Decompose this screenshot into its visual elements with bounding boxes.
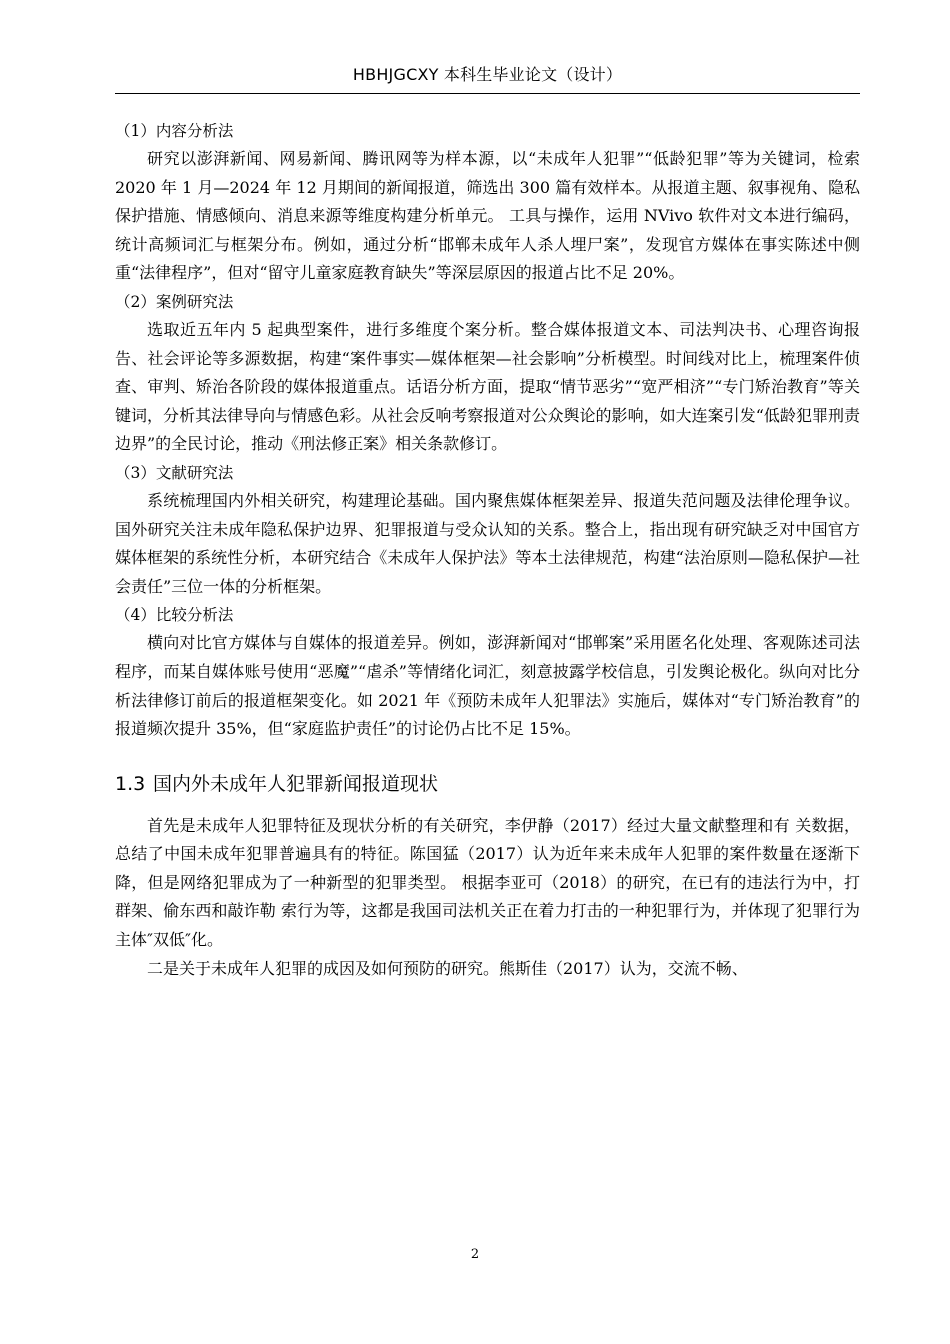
section-number: 1.3 bbox=[115, 772, 146, 795]
header-rule bbox=[115, 93, 860, 94]
subheading-comparison: （4）比较分析法 bbox=[115, 606, 234, 625]
section-heading-1-3 bbox=[115, 770, 860, 798]
paragraph-case-study: 选取近五年内 5 起典型案件，进行多维度个案分析。整合媒体报道文本、司法判决书、心理咨询报告、社会评论等多源数据，构建“案件事实—媒体框架—社会影响”分析模型。时间线对比上，梳理案件侦查、审判、矫治各阶段的媒体报道重点。话语分析方面，提取“情节恶劣”“宽严相济”“专门矫治教育”等关键词，分析其法律导向与情感色彩。从社会反响考察报道对公众舆论的影响，如大连案引发“低龄犯罪刑责边界”的全民讨论，推动《刑法修正案》相关条款修订。 bbox=[115, 319, 860, 454]
page-number: 2 bbox=[470, 1247, 480, 1262]
paragraph-1-3-first: 首先是未成年人犯罪特征及现状分析的有关研究，李伊静（2017）经过大量文献整理和有 关数据，总结了中国未成年犯罪普遍具有的特征。陈国猛（2017）认为近年来未成年人犯罪的案件数量在逐渐下降，但是网络犯罪成为了一种新型的犯罪类型。 根据李亚可（2018）的研究，在已有的违法行为中，打群架、偷东西和敲诈勒 索行为等，这都是我国司法机关正在着力打击的一种犯罪行为，并体现了犯罪行为 主体″双低″化。 bbox=[115, 815, 860, 950]
paragraph-comparison: 横向对比官方媒体与自媒体的报道差异。例如，澎湃新闻对“邯郸案”采用匿名化处理、客观陈述司法程序，而某自媒体账号使用“恶魔”“虐杀”等情绪化词汇，刻意披露学校信息，引发舆论极化。纵向对比分析法律修订前后的报道框架变化。如 2021 年《预防未成年人犯罪法》实施后，媒体对“专门矫治教育”的报道频次提升 35%，但“家庭监护责任”的讨论仍占比不足 15%。 bbox=[115, 633, 860, 739]
subheading-literature: （3）文献研究法 bbox=[115, 463, 234, 482]
section-title: 国内外未成年人犯罪新闻报道现状 bbox=[153, 772, 439, 795]
paragraph-literature: 系统梳理国内外相关研究，构建理论基础。国内聚焦媒体框架差异、报道失范问题及法律伦理争议。 国外研究关注未成年隐私保护边界、犯罪报道与受众认知的关系。整合上，指出现有研究缺乏对中国官方媒体框架的系统性分析，本研究结合《未成年人保护法》等本土法律规范，构建“法治原则—隐私保护—社会责任”三位一体的分析框架。 bbox=[115, 490, 860, 596]
subheading-content-analysis: （1）内容分析法 bbox=[115, 122, 234, 140]
running-header: HBHJGCXY 本科生毕业论文（设计） bbox=[352, 65, 623, 84]
paragraph-1-3-second: 二是关于未成年人犯罪的成因及如何预防的研究。熊斯佳（2017）认为，交流不畅、 bbox=[147, 958, 748, 978]
page-body bbox=[115, 117, 860, 983]
subheading-case-study: （2）案例研究法 bbox=[115, 292, 234, 311]
paragraph-content-analysis: 研究以澎湃新闻、网易新闻、腾讯网等为样本源，以“未成年人犯罪”“低龄犯罪”等为关键词，检索 2020 年 1 月—2024 年 12 月期间的新闻报道，筛选出 300 篇有效样本。从报道主题、叙事视角、隐私保护措施、情感倾向、消息来源等维度构建分析单元。 工具与操作，运用 NVivo 软件对文本进行编码，统计高频词汇与框架分布。例如，通过分析“邯郸未成年人杀人埋尸案”，发现官方媒体在事实陈述中侧重“法律程序”，但对“留守儿童家庭教育缺失”等深层原因的报道占比不足 20%。 bbox=[115, 149, 860, 283]
